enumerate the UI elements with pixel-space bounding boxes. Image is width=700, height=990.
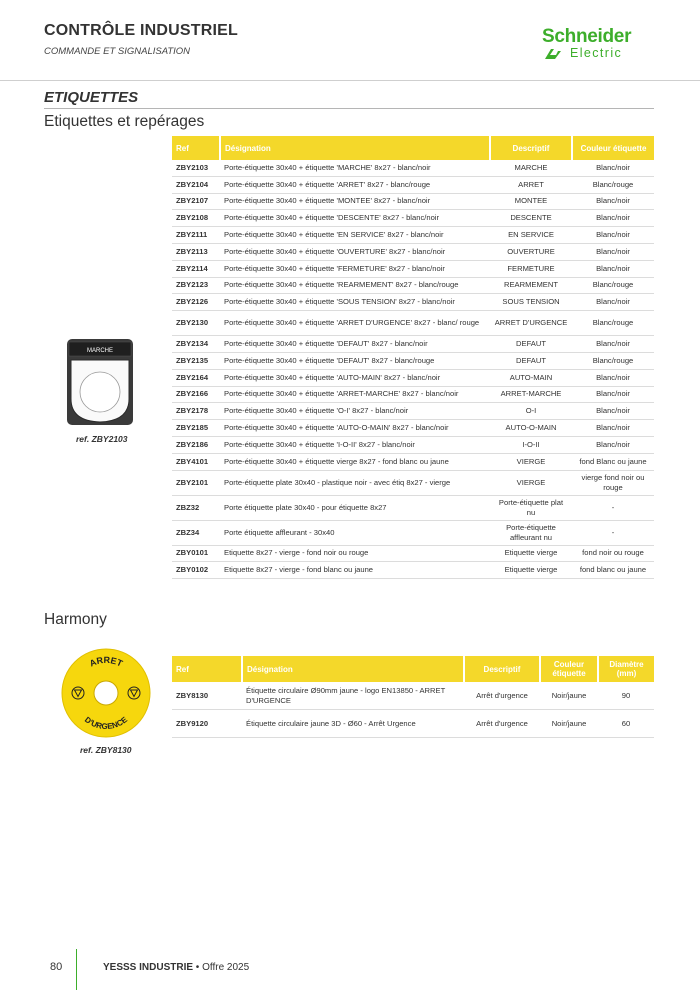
cell-couleur: Noir/jaune (540, 682, 598, 710)
table-row (172, 369, 654, 386)
footer-offer: • Offre 2025 (193, 962, 250, 973)
cell-designation: Porte-étiquette 30x40 + étiquette 'O-I' 8x27 - blanc/noir (220, 403, 490, 420)
cell-designation: Porte-étiquette 30x40 + étiquette 'MONTEE' 8x27 - blanc/noir (220, 193, 490, 210)
table-row (172, 386, 654, 403)
label-holder-text: MARCHE (86, 348, 114, 354)
cell-designation: Porte-étiquette 30x40 + étiquette 'MARCHE' 8x27 - blanc/noir (220, 160, 490, 176)
table-row (172, 277, 654, 294)
footer-brand (103, 962, 249, 973)
table-row (172, 420, 654, 437)
cell-designation: Porte-étiquette 30x40 + étiquette 'REARMEMENT' 8x27 - blanc/rouge (220, 277, 490, 294)
cell-descriptif: ARRET (490, 176, 572, 193)
cell-ref: ZBY2135 (172, 352, 220, 369)
cell-couleur: - (572, 520, 654, 545)
col-header-designation: Désignation (220, 136, 490, 160)
cell-couleur: Blanc/noir (572, 294, 654, 311)
cell-ref: ZBY2126 (172, 294, 220, 311)
table-row (172, 160, 654, 176)
col-header-designation: Désignation (242, 656, 464, 682)
cell-descriptif: AUTO-MAIN (490, 369, 572, 386)
cell-designation: Porte-étiquette plate 30x40 - plastique noir - avec étiq 8x27 - vierge (220, 470, 490, 495)
table-row (172, 520, 654, 545)
cell-ref: ZBY0102 (172, 562, 220, 579)
cell-descriptif: OUVERTURE (490, 243, 572, 260)
cell-couleur: Blanc/noir (572, 336, 654, 353)
cell-ref: ZBY4101 (172, 453, 220, 470)
cell-couleur: Blanc/noir (572, 436, 654, 453)
cell-designation: Porte-étiquette 30x40 + étiquette 'AUTO-O-MAIN' 8x27 - blanc/noir (220, 420, 490, 437)
page-title: CONTRÔLE INDUSTRIEL (44, 22, 239, 39)
page-header (0, 0, 700, 81)
table-row (172, 710, 654, 738)
cell-ref: ZBY2123 (172, 277, 220, 294)
cell-ref: ZBY2178 (172, 403, 220, 420)
page-subtitle: COMMANDE ET SIGNALISATION (44, 46, 191, 57)
subsection-title-etiquettes: Etiquettes et repérages (44, 113, 205, 130)
table-row (172, 294, 654, 311)
cell-couleur: Blanc/rouge (572, 352, 654, 369)
cell-couleur: Blanc/rouge (572, 311, 654, 336)
cell-designation: Porte-étiquette 30x40 + étiquette 'ARRET' 8x27 - blanc/rouge (220, 176, 490, 193)
table-row (172, 403, 654, 420)
cell-couleur: Blanc/rouge (572, 277, 654, 294)
schneider-logo (536, 26, 660, 66)
section-title: ETIQUETTES (44, 89, 139, 106)
cell-descriptif: EN SERVICE (490, 227, 572, 244)
table-row (172, 260, 654, 277)
col-header-couleur: Couleur étiquette (540, 656, 598, 682)
cell-ref: ZBZ32 (172, 495, 220, 520)
table-row (172, 495, 654, 520)
table-header-row (172, 136, 654, 160)
cell-designation: Porte étiquette plate 30x40 - pour étiquette 8x27 (220, 495, 490, 520)
col-header-descriptif: Descriptif (464, 656, 540, 682)
section-divider (44, 108, 654, 109)
table-header-row (172, 656, 654, 682)
cell-couleur: Blanc/noir (572, 210, 654, 227)
cell-descriptif: DEFAUT (490, 336, 572, 353)
cell-ref: ZBZ34 (172, 520, 220, 545)
cell-diametre: 60 (598, 710, 654, 738)
cell-ref: ZBY2114 (172, 260, 220, 277)
col-header-couleur: Couleur étiquette (572, 136, 654, 160)
cell-ref: ZBY2113 (172, 243, 220, 260)
cell-couleur: Blanc/noir (572, 193, 654, 210)
table-row (172, 352, 654, 369)
cell-descriptif: SOUS TENSION (490, 294, 572, 311)
cell-descriptif: VIERGE (490, 453, 572, 470)
cell-ref: ZBY8130 (172, 682, 242, 710)
cell-descriptif: MONTEE (490, 193, 572, 210)
footer-brand-name: YESSS INDUSTRIE (103, 962, 194, 973)
cell-descriptif: Porte-étiquette plat nu (490, 495, 572, 520)
cell-couleur: Blanc/rouge (572, 176, 654, 193)
cell-ref: ZBY2101 (172, 470, 220, 495)
cell-ref: ZBY2111 (172, 227, 220, 244)
table-row (172, 243, 654, 260)
cell-descriptif: Arrêt d'urgence (464, 710, 540, 738)
cell-descriptif: Etiquette vierge (490, 545, 572, 562)
table-row (172, 453, 654, 470)
cell-ref: ZBY2130 (172, 311, 220, 336)
cell-designation: Porte étiquette affleurant - 30x40 (220, 520, 490, 545)
cell-descriptif: DESCENTE (490, 210, 572, 227)
cell-descriptif: I-O-II (490, 436, 572, 453)
table-row (172, 227, 654, 244)
col-header-descriptif: Descriptif (490, 136, 572, 160)
cell-couleur: Blanc/noir (572, 227, 654, 244)
table-row (172, 336, 654, 353)
cell-descriptif: O-I (490, 403, 572, 420)
cell-designation: Etiquette 8x27 - vierge - fond blanc ou jaune (220, 562, 490, 579)
cell-designation: Porte-étiquette 30x40 + étiquette 'AUTO-MAIN' 8x27 - blanc/noir (220, 369, 490, 386)
cell-couleur: vierge fond noir ou rouge (572, 470, 654, 495)
cell-couleur: - (572, 495, 654, 520)
cell-ref: ZBY2108 (172, 210, 220, 227)
cell-ref: ZBY2164 (172, 369, 220, 386)
table-row (172, 562, 654, 579)
cell-ref: ZBY9120 (172, 710, 242, 738)
logo-sub: Electric (570, 46, 623, 60)
cell-descriptif: DEFAUT (490, 352, 572, 369)
badge-bottom-text: D'URGENCE (82, 715, 130, 732)
col-header-ref: Ref (172, 656, 242, 682)
cell-designation: Etiquette 8x27 - vierge - fond noir ou rouge (220, 545, 490, 562)
cell-ref: ZBY2104 (172, 176, 220, 193)
cell-designation: Porte-étiquette 30x40 + étiquette 'EN SERVICE' 8x27 - blanc/noir (220, 227, 490, 244)
table-row (172, 193, 654, 210)
harmony-table (172, 656, 654, 738)
logo-name: Schneider (542, 26, 632, 47)
cell-descriptif: Etiquette vierge (490, 562, 572, 579)
image-caption-zby2103: ref. ZBY2103 (76, 434, 128, 444)
etiquettes-table (172, 136, 654, 579)
cell-couleur: Noir/jaune (540, 710, 598, 738)
cell-descriptif: VIERGE (490, 470, 572, 495)
page-number: 80 (50, 961, 63, 973)
table-row (172, 311, 654, 336)
cell-designation: Porte-étiquette 30x40 + étiquette 'ARRET-MARCHE' 8x27 - blanc/noir (220, 386, 490, 403)
cell-ref: ZBY0101 (172, 545, 220, 562)
cell-designation: Porte-étiquette 30x40 + étiquette 'OUVERTURE' 8x27 - blanc/noir (220, 243, 490, 260)
cell-ref: ZBY2186 (172, 436, 220, 453)
cell-couleur: Blanc/noir (572, 160, 654, 176)
cell-designation: Étiquette circulaire jaune 3D - Ø60 - Arrêt Urgence (242, 710, 464, 738)
cell-designation: Porte-étiquette 30x40 + étiquette 'DEFAUT' 8x27 - blanc/noir (220, 336, 490, 353)
cell-descriptif: FERMETURE (490, 260, 572, 277)
cell-designation: Porte-étiquette 30x40 + étiquette 'DEFAUT' 8x27 - blanc/rouge (220, 352, 490, 369)
cell-couleur: Blanc/noir (572, 369, 654, 386)
cell-couleur: fond Blanc ou jaune (572, 453, 654, 470)
emergency-stop-label-image (60, 647, 152, 739)
cell-couleur: Blanc/noir (572, 260, 654, 277)
col-header-ref: Ref (172, 136, 220, 160)
cell-descriptif: REARMEMENT (490, 277, 572, 294)
badge-top-text: ARRET (87, 654, 125, 669)
table-row (172, 545, 654, 562)
image-caption-zby8130: ref. ZBY8130 (80, 745, 132, 755)
cell-couleur: Blanc/noir (572, 420, 654, 437)
cell-couleur: Blanc/noir (572, 386, 654, 403)
table-row (172, 176, 654, 193)
cell-designation: Porte-étiquette 30x40 + étiquette 'FERMETURE' 8x27 - blanc/noir (220, 260, 490, 277)
col-header-diametre: Diamètre (mm) (598, 656, 654, 682)
cell-descriptif: Arrêt d'urgence (464, 682, 540, 710)
table-row (172, 682, 654, 710)
cell-couleur: fond blanc ou jaune (572, 562, 654, 579)
cell-descriptif: ARRET D'URGENCE (490, 311, 572, 336)
cell-descriptif: Porte-étiquette affleurant nu (490, 520, 572, 545)
cell-couleur: Blanc/noir (572, 403, 654, 420)
table-row (172, 470, 654, 495)
cell-designation: Porte-étiquette 30x40 + étiquette 'I-O-II' 8x27 - blanc/noir (220, 436, 490, 453)
logo-mark-icon (542, 47, 564, 61)
cell-ref: ZBY2166 (172, 386, 220, 403)
cell-designation: Porte-étiquette 30x40 + étiquette 'DESCENTE' 8x27 - blanc/noir (220, 210, 490, 227)
cell-ref: ZBY2103 (172, 160, 220, 176)
cell-descriptif: AUTO-O-MAIN (490, 420, 572, 437)
cell-couleur: Blanc/noir (572, 243, 654, 260)
cell-designation: Porte-étiquette 30x40 + étiquette 'ARRET D'URGENCE' 8x27 - blanc/ rouge (220, 311, 490, 336)
subsection-title-harmony: Harmony (44, 611, 107, 628)
cell-couleur: fond noir ou rouge (572, 545, 654, 562)
cell-designation: Porte-étiquette 30x40 + étiquette vierge 8x27 - fond blanc ou jaune (220, 453, 490, 470)
cell-diametre: 90 (598, 682, 654, 710)
cell-descriptif: MARCHE (490, 160, 572, 176)
cell-ref: ZBY2185 (172, 420, 220, 437)
footer-divider (76, 949, 77, 990)
table-row (172, 210, 654, 227)
cell-ref: ZBY2134 (172, 336, 220, 353)
cell-designation: Porte-étiquette 30x40 + étiquette 'SOUS TENSION' 8x27 - blanc/noir (220, 294, 490, 311)
table-row (172, 436, 654, 453)
cell-designation: Étiquette circulaire Ø90mm jaune - logo EN13850 - ARRET D'URGENCE (242, 682, 464, 710)
cell-descriptif: ARRET-MARCHE (490, 386, 572, 403)
cell-ref: ZBY2107 (172, 193, 220, 210)
label-holder-image (65, 337, 135, 427)
